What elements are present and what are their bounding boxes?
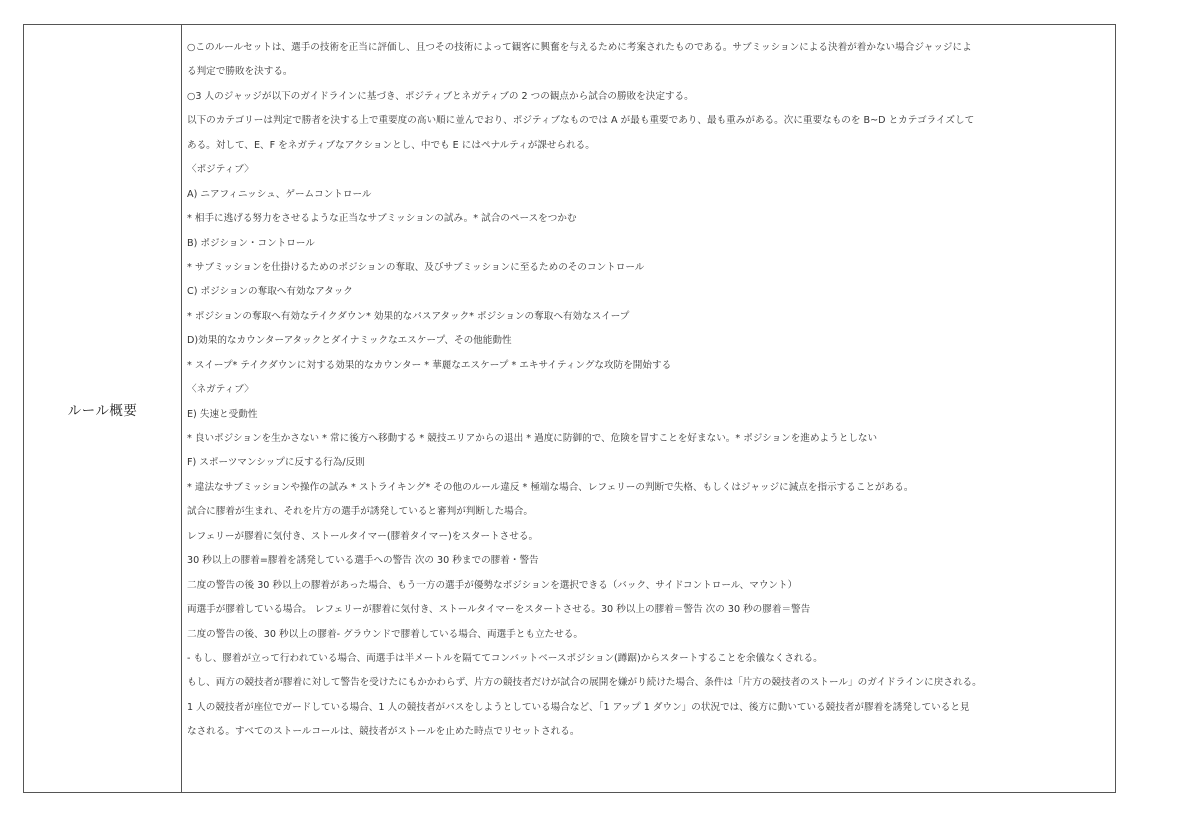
rule-line: 二度の警告の後、30 秒以上の膠着- グラウンドで膠着している場合、両選手とも立たせる。 xyxy=(187,628,583,640)
rule-line: E) 失速と受動性 xyxy=(187,408,258,420)
rule-line: * サブミッションを仕掛けるためのポジションの奪取、及びサブミッションに至るためのそのコントロール xyxy=(187,261,645,273)
rule-line: なされる。すべてのストールコールは、競技者がストールを止めた時点でリセットされる。 xyxy=(187,726,580,738)
rule-line: もし、両方の競技者が膠着に対して警告を受けたにもかかわらず、片方の競技者だけが試合の展開を嫌がり続けた場合、条件は「片方の競技者のストール」のガイドラインに戻される。 xyxy=(187,677,982,689)
row-label-cell xyxy=(24,25,182,792)
rule-line: る判定で勝敗を決する。 xyxy=(187,66,293,78)
rule-line: ある。対して、E、F をネガティブなアクションとし、中でも E にはペナルティが課せられる。 xyxy=(187,139,595,151)
rule-line: * 違法なサブミッションや操作の試み * ストライキング* その他のルール違反 * 極端な場合、レフェリーの判断で失格、もしくはジャッジに減点を指示することがある。 xyxy=(187,481,914,493)
rules-content-cell xyxy=(182,25,1115,792)
rule-line: * 相手に逃げる努力をさせるような正当なサブミッションの試み。* 試合のペースをつかむ xyxy=(187,213,577,225)
rule-line: A) ニアフィニッシュ、ゲームコントロール xyxy=(187,188,372,200)
rule-line: - もし、膠着が立って行われている場合、両選手は半メートルを隔ててコンバットベースポジション(蹲踞)からスタートすることを余儀なくされる。 xyxy=(187,652,823,664)
rule-line: B) ポジション・コントロール xyxy=(187,237,315,249)
rule-line: ○3 人のジャッジが以下のガイドラインに基づき、ポジティブとネガティブの 2 つの観点から試合の勝敗を決定する。 xyxy=(187,90,694,102)
rule-line: 二度の警告の後 30 秒以上の膠着があった場合、もう一方の選手が優勢なポジションを選択できる（バック、サイドコントロール、マウント） xyxy=(187,579,798,591)
rule-line: * スイープ* テイクダウンに対する効果的なカウンター * 華麗なエスケープ * エキサイティングな攻防を開始する xyxy=(187,359,672,371)
rule-line: D)効果的なカウンターアタックとダイナミックなエスケープ、その他能動性 xyxy=(187,335,512,347)
rule-line: レフェリーが膠着に気付き、ストールタイマー(膠着タイマー)をスタートさせる。 xyxy=(187,530,539,542)
rule-line: 両選手が膠着している場合。 レフェリーが膠着に気付き、ストールタイマーをスタートさせる。30 秒以上の膠着＝警告 次の 30 秒の膠着＝警告 xyxy=(187,604,811,616)
rule-line: 以下のカテゴリーは判定で勝者を決する上で重要度の高い順に並んでおり、ポジティブなものでは A が最も重要であり、最も重みがある。次に重要なものを B~D とカテゴライズして xyxy=(187,115,975,127)
rule-line: 30 秒以上の膠着=膠着を誘発している選手への警告 次の 30 秒までの膠着・警告 xyxy=(187,555,539,567)
rule-line: 〈ネガティブ〉 xyxy=(187,384,254,396)
rule-line: 試合に膠着が生まれ、それを片方の選手が誘発していると審判が判断した場合。 xyxy=(187,506,533,518)
rule-line: C) ポジションの奪取へ有効なアタック xyxy=(187,286,353,298)
row-label: ルール概要 xyxy=(67,402,138,419)
rule-line: * 良いポジションを生かさない * 常に後方へ移動する * 競技エリアからの退出 * 過度に防御的で、危険を冒すことを好まない。* ポジションを進めようとしない xyxy=(187,433,878,444)
rule-line: 〈ポジティブ〉 xyxy=(187,164,254,176)
rule-line: F) スポーツマンシップに反する行為/反則 xyxy=(187,457,365,469)
rules-table xyxy=(23,24,1116,793)
rule-line: * ポジションの奪取へ有効なテイクダウン* 効果的なパスアタック* ポジションの奪取へ有効なスイープ xyxy=(187,310,630,322)
rule-line: ○このルールセットは、選手の技術を正当に評価し、且つその技術によって観客に興奮を与えるために考案されたものである。サブミッションによる決着が着かない場合ジャッジによ xyxy=(187,42,972,53)
rule-line: 1 人の競技者が座位でガードしている場合、1 人の競技者がパスをしようとしている場合など、「1 アップ 1 ダウン」の状況では、後方に動いている競技者が膠着を誘発していると見 xyxy=(187,701,970,713)
